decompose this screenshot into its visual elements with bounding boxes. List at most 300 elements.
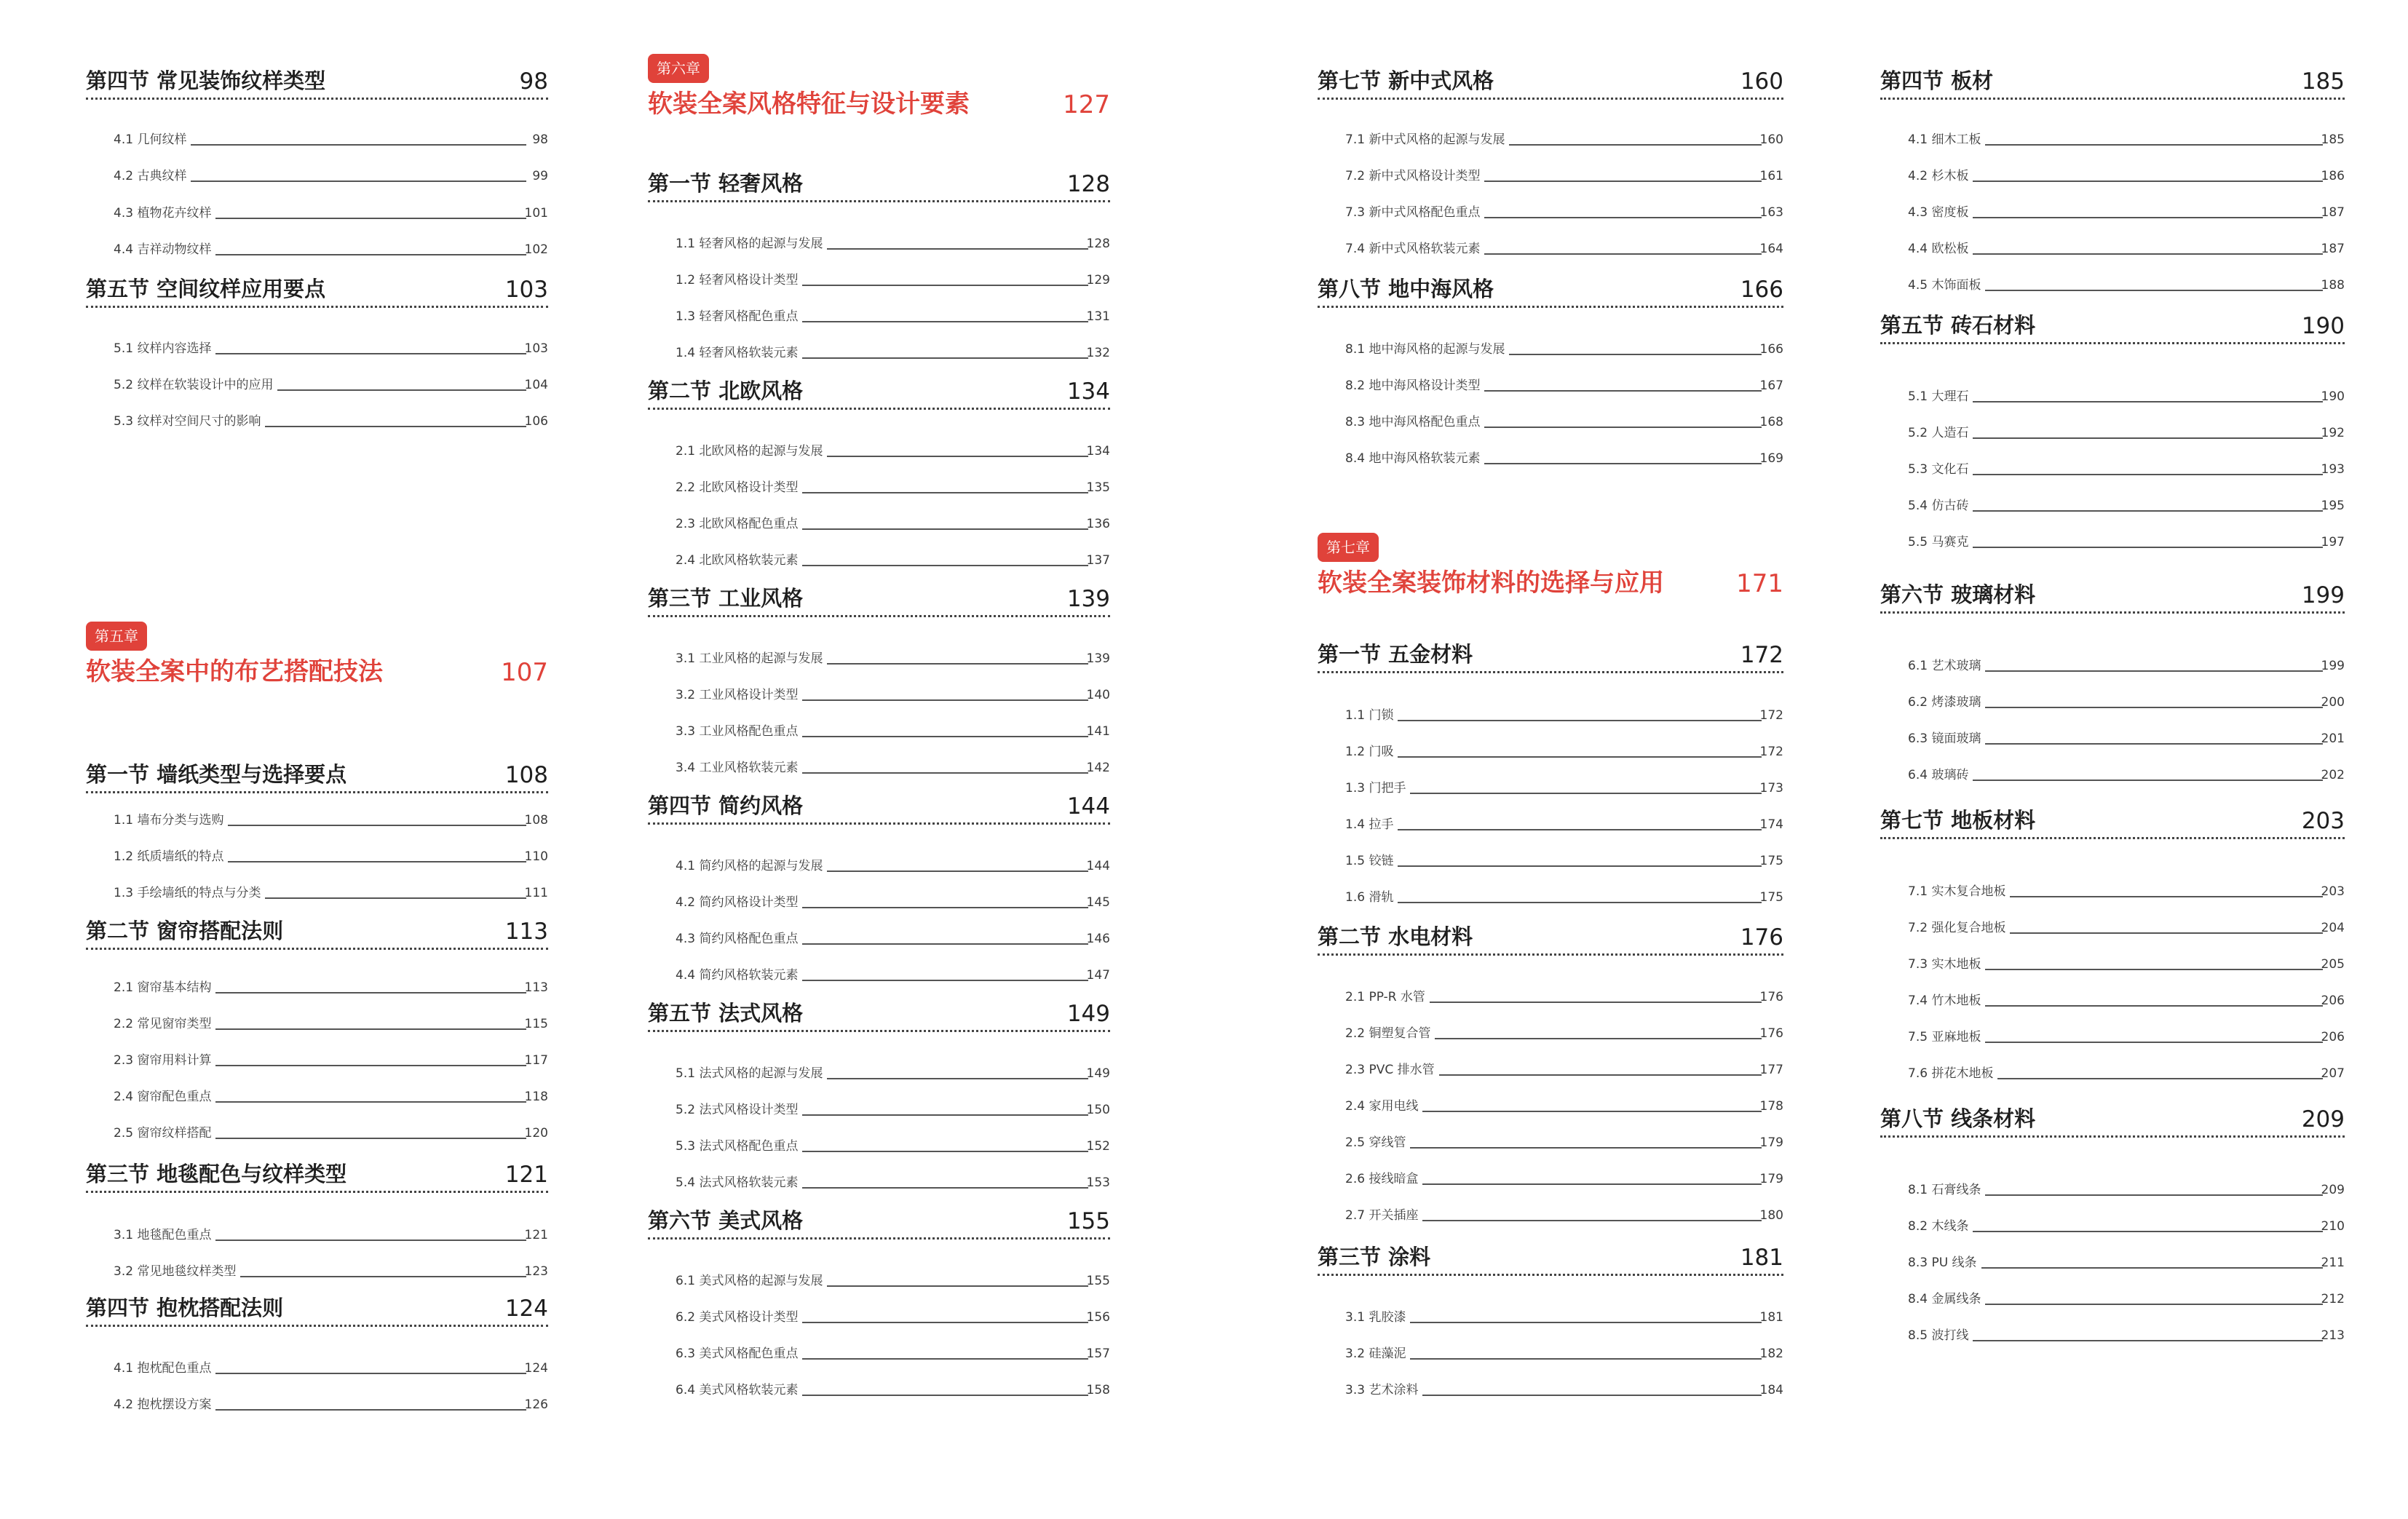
toc-entry[interactable] — [676, 648, 1110, 670]
toc-entry[interactable] — [1345, 1205, 1783, 1226]
toc-entry-label: 4.4 吉祥动物纹样 — [114, 239, 215, 257]
toc-entry-page: 201 — [2321, 731, 2345, 746]
toc-entry-label: 4.3 简约风格配色重点 — [676, 928, 802, 946]
toc-entry-page: 149 — [1086, 1066, 1110, 1081]
toc-section-heading[interactable] — [1318, 1237, 1783, 1276]
toc-entry-page: 176 — [1759, 1026, 1783, 1041]
toc-entry-page: 200 — [2321, 695, 2345, 710]
toc-entry[interactable] — [676, 342, 1110, 364]
toc-entry[interactable] — [1345, 1095, 1783, 1117]
chapter-heading[interactable] — [1318, 563, 1783, 601]
toc-entry[interactable] — [676, 269, 1110, 291]
toc-section-heading[interactable] — [648, 371, 1110, 410]
chapter-page: 107 — [501, 658, 548, 687]
toc-entry-label: 7.3 实木地板 — [1908, 953, 1985, 972]
toc-entry-leader-line — [1345, 902, 1762, 903]
toc-entry-page: 206 — [2321, 1030, 2345, 1044]
chapter-title: 软装全案风格特征与设计要素 — [648, 90, 970, 119]
toc-entry-label: 4.1 几何纹样 — [114, 129, 191, 147]
toc-entry-label: 5.1 法式风格的起源与发展 — [676, 1063, 827, 1081]
toc-entry-page: 118 — [524, 1090, 548, 1104]
toc-entry-page: 167 — [1759, 378, 1783, 393]
toc-section-heading[interactable] — [1318, 635, 1783, 673]
toc-entry-label: 4.4 欧松板 — [1908, 238, 1973, 256]
toc-entry[interactable] — [1908, 422, 2345, 444]
toc-entry-page: 99 — [532, 169, 548, 183]
toc-section-heading[interactable] — [648, 579, 1110, 617]
toc-entry[interactable] — [1345, 814, 1783, 836]
toc-entry[interactable] — [1345, 705, 1783, 726]
toc-section-page: 103 — [504, 277, 548, 303]
toc-entry-page: 129 — [1086, 273, 1110, 287]
toc-entry-page: 155 — [1086, 1274, 1110, 1288]
toc-entry-page: 111 — [524, 886, 548, 900]
toc-entry-label: 8.5 波打线 — [1908, 1325, 1973, 1343]
toc-entry[interactable] — [676, 1270, 1110, 1292]
toc-entry-page: 211 — [2321, 1256, 2345, 1270]
toc-entry[interactable] — [676, 721, 1110, 742]
toc-entry-label: 1.2 门吸 — [1345, 741, 1398, 759]
toc-section-title: 第二节 窗帘搭配法则 — [86, 919, 284, 943]
toc-section-title: 第二节 北欧风格 — [648, 378, 804, 403]
toc-section-page: 181 — [1740, 1245, 1783, 1271]
toc-entry-label: 3.2 工业风格设计类型 — [676, 684, 802, 702]
toc-entry-page: 146 — [1086, 932, 1110, 946]
toc-entry-page: 123 — [524, 1264, 548, 1279]
toc-entry-page: 164 — [1759, 242, 1783, 256]
toc-entry[interactable] — [114, 1122, 548, 1144]
toc-section-page: 185 — [2301, 68, 2345, 95]
toc-entry[interactable] — [1908, 1063, 2345, 1084]
toc-entry-label: 5.4 法式风格软装元素 — [676, 1172, 802, 1190]
toc-entry-label: 5.2 人造石 — [1908, 422, 1973, 440]
toc-entry[interactable] — [676, 1172, 1110, 1194]
toc-entry[interactable] — [1345, 777, 1783, 799]
toc-entry-leader-line — [1345, 865, 1762, 867]
toc-entry-label: 5.4 仿古砖 — [1908, 495, 1973, 513]
toc-entry-label: 6.2 烤漆玻璃 — [1908, 691, 1985, 710]
chapter-title: 软装全案装饰材料的选择与应用 — [1318, 568, 1664, 598]
toc-entry-page: 136 — [1086, 517, 1110, 531]
toc-entry-label: 4.1 抱枕配色重点 — [114, 1357, 215, 1376]
toc-entry-label: 2.4 家用电线 — [1345, 1095, 1422, 1114]
toc-section-page: 113 — [504, 919, 548, 945]
toc-entry-label: 1.5 铰链 — [1345, 850, 1398, 868]
toc-entry-label: 5.2 法式风格设计类型 — [676, 1099, 802, 1117]
toc-section-page: 128 — [1066, 171, 1110, 197]
toc-entry-page: 106 — [524, 414, 548, 429]
toc-section-heading[interactable] — [86, 1154, 548, 1193]
toc-section-heading[interactable] — [648, 1201, 1110, 1240]
toc-entry-label: 3.2 常见地毯纹样类型 — [114, 1261, 240, 1279]
toc-entry-page: 135 — [1086, 480, 1110, 495]
toc-section-heading[interactable] — [1880, 1099, 2345, 1138]
toc-entry[interactable] — [676, 1379, 1110, 1401]
toc-entry-leader-line — [1345, 720, 1762, 721]
toc-section-heading[interactable] — [1318, 61, 1783, 100]
toc-entry-page: 157 — [1086, 1347, 1110, 1361]
toc-entry-page: 124 — [524, 1361, 548, 1376]
toc-entry-page: 153 — [1086, 1175, 1110, 1190]
toc-entry-page: 158 — [1086, 1383, 1110, 1397]
toc-entry[interactable] — [1345, 202, 1783, 223]
toc-entry-label: 6.4 美式风格软装元素 — [676, 1379, 802, 1397]
toc-entry[interactable] — [676, 928, 1110, 950]
toc-entry[interactable] — [676, 892, 1110, 913]
toc-entry-page: 184 — [1759, 1383, 1783, 1397]
toc-entry[interactable] — [114, 1086, 548, 1108]
toc-entry[interactable] — [1345, 1168, 1783, 1190]
toc-entry-page: 190 — [2321, 389, 2345, 404]
toc-entry-page: 173 — [1759, 781, 1783, 796]
toc-entry[interactable] — [1908, 459, 2345, 480]
toc-entry-label: 1.4 轻奢风格软装元素 — [676, 342, 802, 360]
toc-entry[interactable] — [114, 882, 548, 904]
toc-entry-label: 3.3 工业风格配色重点 — [676, 721, 802, 739]
toc-entry-page: 178 — [1759, 1099, 1783, 1114]
toc-entry[interactable] — [114, 165, 548, 187]
toc-section-heading[interactable] — [1880, 306, 2345, 344]
toc-entry-page: 176 — [1759, 990, 1783, 1004]
toc-entry-page: 188 — [2321, 278, 2345, 293]
toc-section-page: 203 — [2301, 808, 2345, 834]
toc-entry-page: 110 — [524, 849, 548, 864]
toc-entry[interactable] — [676, 757, 1110, 779]
toc-entry[interactable] — [1345, 129, 1783, 151]
toc-entry[interactable] — [676, 513, 1110, 535]
toc-entry[interactable] — [1345, 741, 1783, 763]
toc-entry-page: 141 — [1086, 724, 1110, 739]
toc-section-page: 98 — [519, 68, 548, 95]
toc-entry[interactable] — [1908, 881, 2345, 903]
toc-entry-page: 210 — [2321, 1219, 2345, 1234]
toc-entry[interactable] — [114, 202, 548, 224]
toc-section-title: 第三节 地毯配色与纹样类型 — [86, 1162, 347, 1186]
toc-entry[interactable] — [1908, 165, 2345, 187]
toc-section-page: 190 — [2301, 313, 2345, 339]
toc-section-title: 第八节 地中海风格 — [1318, 277, 1494, 301]
toc-entry[interactable] — [676, 1306, 1110, 1328]
toc-entry[interactable] — [1345, 448, 1783, 469]
toc-entry-label: 4.4 简约风格软装元素 — [676, 964, 802, 983]
toc-entry[interactable] — [114, 239, 548, 261]
toc-entry[interactable] — [676, 550, 1110, 571]
toc-section-page: 149 — [1066, 1001, 1110, 1027]
toc-entry[interactable] — [1908, 990, 2345, 1012]
toc-entry[interactable] — [114, 411, 548, 432]
toc-entry-label: 2.2 北欧风格设计类型 — [676, 477, 802, 495]
toc-entry-page: 160 — [1759, 132, 1783, 147]
chapter-page: 171 — [1736, 569, 1783, 598]
toc-entry-label: 2.6 接线暗盒 — [1345, 1168, 1422, 1186]
toc-entry-page: 181 — [1759, 1310, 1783, 1325]
toc-entry-label: 8.4 地中海风格软装元素 — [1345, 448, 1484, 466]
toc-entry-label: 7.6 拼花木地板 — [1908, 1063, 1997, 1081]
toc-entry-label: 5.3 纹样对空间尺寸的影响 — [114, 411, 265, 429]
toc-entry-page: 204 — [2321, 921, 2345, 935]
toc-entry-page: 203 — [2321, 884, 2345, 899]
toc-section-heading[interactable] — [648, 994, 1110, 1032]
toc-section-heading[interactable] — [648, 786, 1110, 825]
toc-section-heading[interactable] — [86, 1288, 548, 1327]
toc-entry-label: 4.1 简约风格的起源与发展 — [676, 855, 827, 873]
toc-entry[interactable] — [1345, 411, 1783, 433]
toc-section-heading[interactable] — [86, 911, 548, 950]
toc-entry-label: 2.3 PVC 排水管 — [1345, 1059, 1439, 1077]
toc-entry[interactable] — [114, 1261, 548, 1282]
toc-entry-page: 120 — [524, 1126, 548, 1141]
toc-section-title: 第四节 常见装饰纹样类型 — [86, 68, 326, 93]
toc-entry-label: 8.3 地中海风格配色重点 — [1345, 411, 1484, 429]
toc-entry[interactable] — [1908, 728, 2345, 750]
toc-entry-label: 1.1 门锁 — [1345, 705, 1398, 723]
toc-entry-page: 202 — [2321, 768, 2345, 782]
toc-section-page: 160 — [1740, 68, 1783, 95]
toc-entry[interactable] — [114, 1224, 548, 1246]
toc-section-title: 第六节 玻璃材料 — [1880, 582, 2036, 607]
toc-entry[interactable] — [114, 809, 548, 831]
toc-section-heading[interactable] — [1880, 801, 2345, 839]
toc-entry[interactable] — [1345, 850, 1783, 872]
toc-entry-page: 180 — [1759, 1208, 1783, 1223]
toc-entry-label: 7.4 竹木地板 — [1908, 990, 1985, 1008]
toc-entry-page: 145 — [1086, 895, 1110, 910]
toc-section-title: 第二节 水电材料 — [1318, 924, 1473, 949]
toc-entry-label: 6.4 玻璃砖 — [1908, 764, 1973, 782]
toc-entry-page: 132 — [1086, 346, 1110, 360]
toc-entry[interactable] — [1345, 338, 1783, 360]
chapter-heading[interactable] — [648, 84, 1110, 122]
toc-entry-leader-line — [1345, 756, 1762, 758]
toc-entry-page: 195 — [2321, 499, 2345, 513]
toc-entry[interactable] — [1345, 165, 1783, 187]
toc-entry[interactable] — [676, 1135, 1110, 1157]
toc-entry[interactable] — [1345, 887, 1783, 908]
chapter-heading[interactable] — [86, 652, 548, 690]
toc-entry[interactable] — [676, 233, 1110, 255]
toc-entry-page: 206 — [2321, 994, 2345, 1008]
toc-entry-page: 168 — [1759, 415, 1783, 429]
toc-entry-page: 121 — [524, 1228, 548, 1242]
toc-entry[interactable] — [114, 338, 548, 360]
toc-entry-label: 7.4 新中式风格软装元素 — [1345, 238, 1484, 256]
toc-entry-page: 163 — [1759, 205, 1783, 220]
toc-entry[interactable] — [1908, 274, 2345, 296]
toc-entry-label: 6.2 美式风格设计类型 — [676, 1306, 802, 1325]
toc-entry[interactable] — [1908, 691, 2345, 713]
toc-entry[interactable] — [1908, 917, 2345, 939]
toc-entry-label: 2.5 穿线管 — [1345, 1132, 1410, 1150]
toc-entry-label: 2.3 北欧风格配色重点 — [676, 513, 802, 531]
toc-entry[interactable] — [1908, 1288, 2345, 1310]
toc-entry-page: 187 — [2321, 205, 2345, 220]
toc-entry[interactable] — [1345, 1306, 1783, 1328]
toc-section-heading[interactable] — [648, 164, 1110, 202]
toc-entry[interactable] — [114, 977, 548, 999]
toc-entry-page: 131 — [1086, 309, 1110, 324]
toc-entry-label: 8.3 PU 线条 — [1908, 1252, 1981, 1270]
toc-entry[interactable] — [1345, 1023, 1783, 1044]
toc-entry-page: 182 — [1759, 1347, 1783, 1361]
toc-entry-page: 207 — [2321, 1066, 2345, 1081]
toc-entry[interactable] — [1345, 1132, 1783, 1154]
toc-entry-label: 2.5 窗帘纹样搭配 — [114, 1122, 215, 1141]
toc-section-page: 121 — [504, 1162, 548, 1188]
toc-entry[interactable] — [114, 1013, 548, 1035]
toc-section-heading[interactable] — [1880, 575, 2345, 614]
toc-entry[interactable] — [1908, 655, 2345, 677]
toc-section-title: 第四节 抱枕搭配法则 — [86, 1296, 284, 1320]
toc-entry[interactable] — [1345, 1059, 1783, 1081]
toc-entry[interactable] — [1908, 1325, 2345, 1347]
toc-section-heading[interactable] — [86, 61, 548, 100]
toc-entry-label: 3.4 工业风格软装元素 — [676, 757, 802, 775]
toc-entry-label: 2.1 北欧风格的起源与发展 — [676, 440, 827, 459]
toc-entry-page: 179 — [1759, 1135, 1783, 1150]
toc-entry-page: 172 — [1759, 745, 1783, 759]
toc-section-title: 第七节 地板材料 — [1880, 808, 2036, 833]
toc-section-heading[interactable] — [86, 269, 548, 308]
toc-entry-label: 8.2 木线条 — [1908, 1215, 1973, 1234]
toc-entry-page: 213 — [2321, 1328, 2345, 1343]
toc-entry-page: 104 — [524, 378, 548, 392]
toc-entry-label: 7.3 新中式风格配色重点 — [1345, 202, 1484, 220]
toc-entry-label: 2.1 窗帘基本结构 — [114, 977, 215, 995]
toc-entry-page: 137 — [1086, 553, 1110, 568]
chapter-badge: 第五章 — [86, 622, 147, 651]
toc-entry[interactable] — [676, 440, 1110, 462]
toc-entry[interactable] — [114, 374, 548, 396]
toc-entry-page: 212 — [2321, 1292, 2345, 1306]
toc-entry-label: 4.1 细木工板 — [1908, 129, 1985, 147]
toc-entry[interactable] — [676, 306, 1110, 328]
toc-entry-label: 5.2 纹样在软装设计中的应用 — [114, 374, 277, 392]
toc-entry-label: 4.3 密度板 — [1908, 202, 1973, 220]
toc-section-page: 199 — [2301, 582, 2345, 608]
toc-entry-label: 2.2 常见窗帘类型 — [114, 1013, 215, 1031]
toc-entry-leader-line — [1345, 829, 1762, 830]
toc-entry-page: 161 — [1759, 169, 1783, 183]
toc-section-heading[interactable] — [1880, 61, 2345, 100]
toc-entry[interactable] — [676, 1063, 1110, 1084]
toc-entry[interactable] — [676, 477, 1110, 499]
toc-entry[interactable] — [1345, 986, 1783, 1008]
toc-section-heading[interactable] — [1318, 269, 1783, 308]
toc-section-page: 166 — [1740, 277, 1783, 303]
toc-section-title: 第一节 五金材料 — [1318, 642, 1473, 667]
toc-entry[interactable] — [676, 855, 1110, 877]
toc-entry-page: 193 — [2321, 462, 2345, 477]
chapter-title: 软装全案中的布艺搭配技法 — [86, 657, 383, 686]
toc-entry[interactable] — [1908, 1026, 2345, 1048]
toc-entry[interactable] — [114, 1050, 548, 1071]
toc-entry-label: 5.3 文化石 — [1908, 459, 1973, 477]
toc-entry[interactable] — [1908, 531, 2345, 553]
toc-entry-page: 192 — [2321, 426, 2345, 440]
toc-section-title: 第八节 线条材料 — [1880, 1106, 2036, 1131]
toc-entry-label: 7.2 强化复合地板 — [1908, 917, 2010, 935]
toc-entry[interactable] — [114, 1357, 548, 1379]
toc-entry[interactable] — [1908, 953, 2345, 975]
toc-section-heading[interactable] — [1318, 917, 1783, 956]
chapter-badge: 第六章 — [648, 54, 709, 83]
toc-section-page: 155 — [1066, 1208, 1110, 1234]
toc-entry[interactable] — [114, 846, 548, 868]
toc-entry-page: 199 — [2321, 659, 2345, 673]
toc-section-page: 172 — [1740, 642, 1783, 668]
toc-entry-page: 134 — [1086, 444, 1110, 459]
toc-entry-label: 2.1 PP-R 水管 — [1345, 986, 1430, 1004]
toc-entry-page: 209 — [2321, 1183, 2345, 1197]
toc-section-title: 第五节 空间纹样应用要点 — [86, 277, 326, 301]
toc-entry-label: 5.1 大理石 — [1908, 386, 1973, 404]
toc-section-title: 第三节 工业风格 — [648, 586, 804, 611]
toc-entry-label: 3.1 工业风格的起源与发展 — [676, 648, 827, 666]
toc-entry[interactable] — [1908, 1252, 2345, 1274]
toc-entry[interactable] — [676, 1343, 1110, 1365]
toc-entry-label: 5.5 马赛克 — [1908, 531, 1973, 550]
toc-entry[interactable] — [1345, 238, 1783, 260]
toc-entry-page: 186 — [2321, 169, 2345, 183]
toc-entry-label: 1.2 轻奢风格设计类型 — [676, 269, 802, 287]
toc-entry[interactable] — [1345, 1379, 1783, 1401]
toc-section-title: 第三节 涂料 — [1318, 1245, 1431, 1269]
toc-entry[interactable] — [114, 129, 548, 151]
toc-section-title: 第六节 美式风格 — [648, 1208, 804, 1233]
toc-entry-page: 144 — [1086, 859, 1110, 873]
toc-entry-label: 1.1 墙布分类与选购 — [114, 809, 228, 828]
toc-entry[interactable] — [1908, 764, 2345, 786]
toc-entry[interactable] — [676, 1099, 1110, 1121]
toc-entry-page: 140 — [1086, 688, 1110, 702]
toc-entry[interactable] — [1345, 1343, 1783, 1365]
toc-entry-label: 6.3 美式风格配色重点 — [676, 1343, 802, 1361]
toc-entry[interactable] — [114, 1394, 548, 1416]
toc-entry-label: 2.7 开关插座 — [1345, 1205, 1422, 1223]
toc-entry[interactable] — [1908, 1215, 2345, 1237]
toc-section-page: 139 — [1066, 586, 1110, 612]
chapter-badge: 第七章 — [1318, 533, 1379, 562]
toc-entry-page: 128 — [1086, 237, 1110, 251]
toc-entry[interactable] — [1908, 386, 2345, 408]
toc-entry-label: 2.4 北欧风格软装元素 — [676, 550, 802, 568]
toc-entry-label: 4.2 古典纹样 — [114, 165, 191, 183]
toc-entry-label: 8.1 地中海风格的起源与发展 — [1345, 338, 1509, 357]
toc-entry[interactable] — [1908, 129, 2345, 151]
toc-entry[interactable] — [676, 684, 1110, 706]
toc-section-title: 第一节 轻奢风格 — [648, 171, 804, 196]
toc-entry[interactable] — [676, 964, 1110, 986]
toc-entry-page: 177 — [1759, 1063, 1783, 1077]
toc-entry-label: 8.2 地中海风格设计类型 — [1345, 375, 1484, 393]
toc-section-page: 124 — [504, 1296, 548, 1322]
toc-entry-label: 3.1 地毯配色重点 — [114, 1224, 215, 1242]
toc-entry-page: 166 — [1759, 342, 1783, 357]
toc-entry-label: 4.2 简约风格设计类型 — [676, 892, 802, 910]
toc-entry[interactable] — [1908, 238, 2345, 260]
toc-entry[interactable] — [1908, 1179, 2345, 1201]
toc-entry-page: 113 — [524, 980, 548, 995]
toc-entry[interactable] — [1908, 202, 2345, 223]
toc-entry-label: 7.5 亚麻地板 — [1908, 1026, 1985, 1044]
toc-entry-label: 1.4 拉手 — [1345, 814, 1398, 832]
toc-entry-label: 4.5 木饰面板 — [1908, 274, 1985, 293]
chapter-page: 127 — [1063, 90, 1110, 119]
toc-entry[interactable] — [1908, 495, 2345, 517]
toc-entry[interactable] — [1345, 375, 1783, 397]
toc-section-heading[interactable] — [86, 755, 548, 793]
toc-entry-page: 169 — [1759, 451, 1783, 466]
